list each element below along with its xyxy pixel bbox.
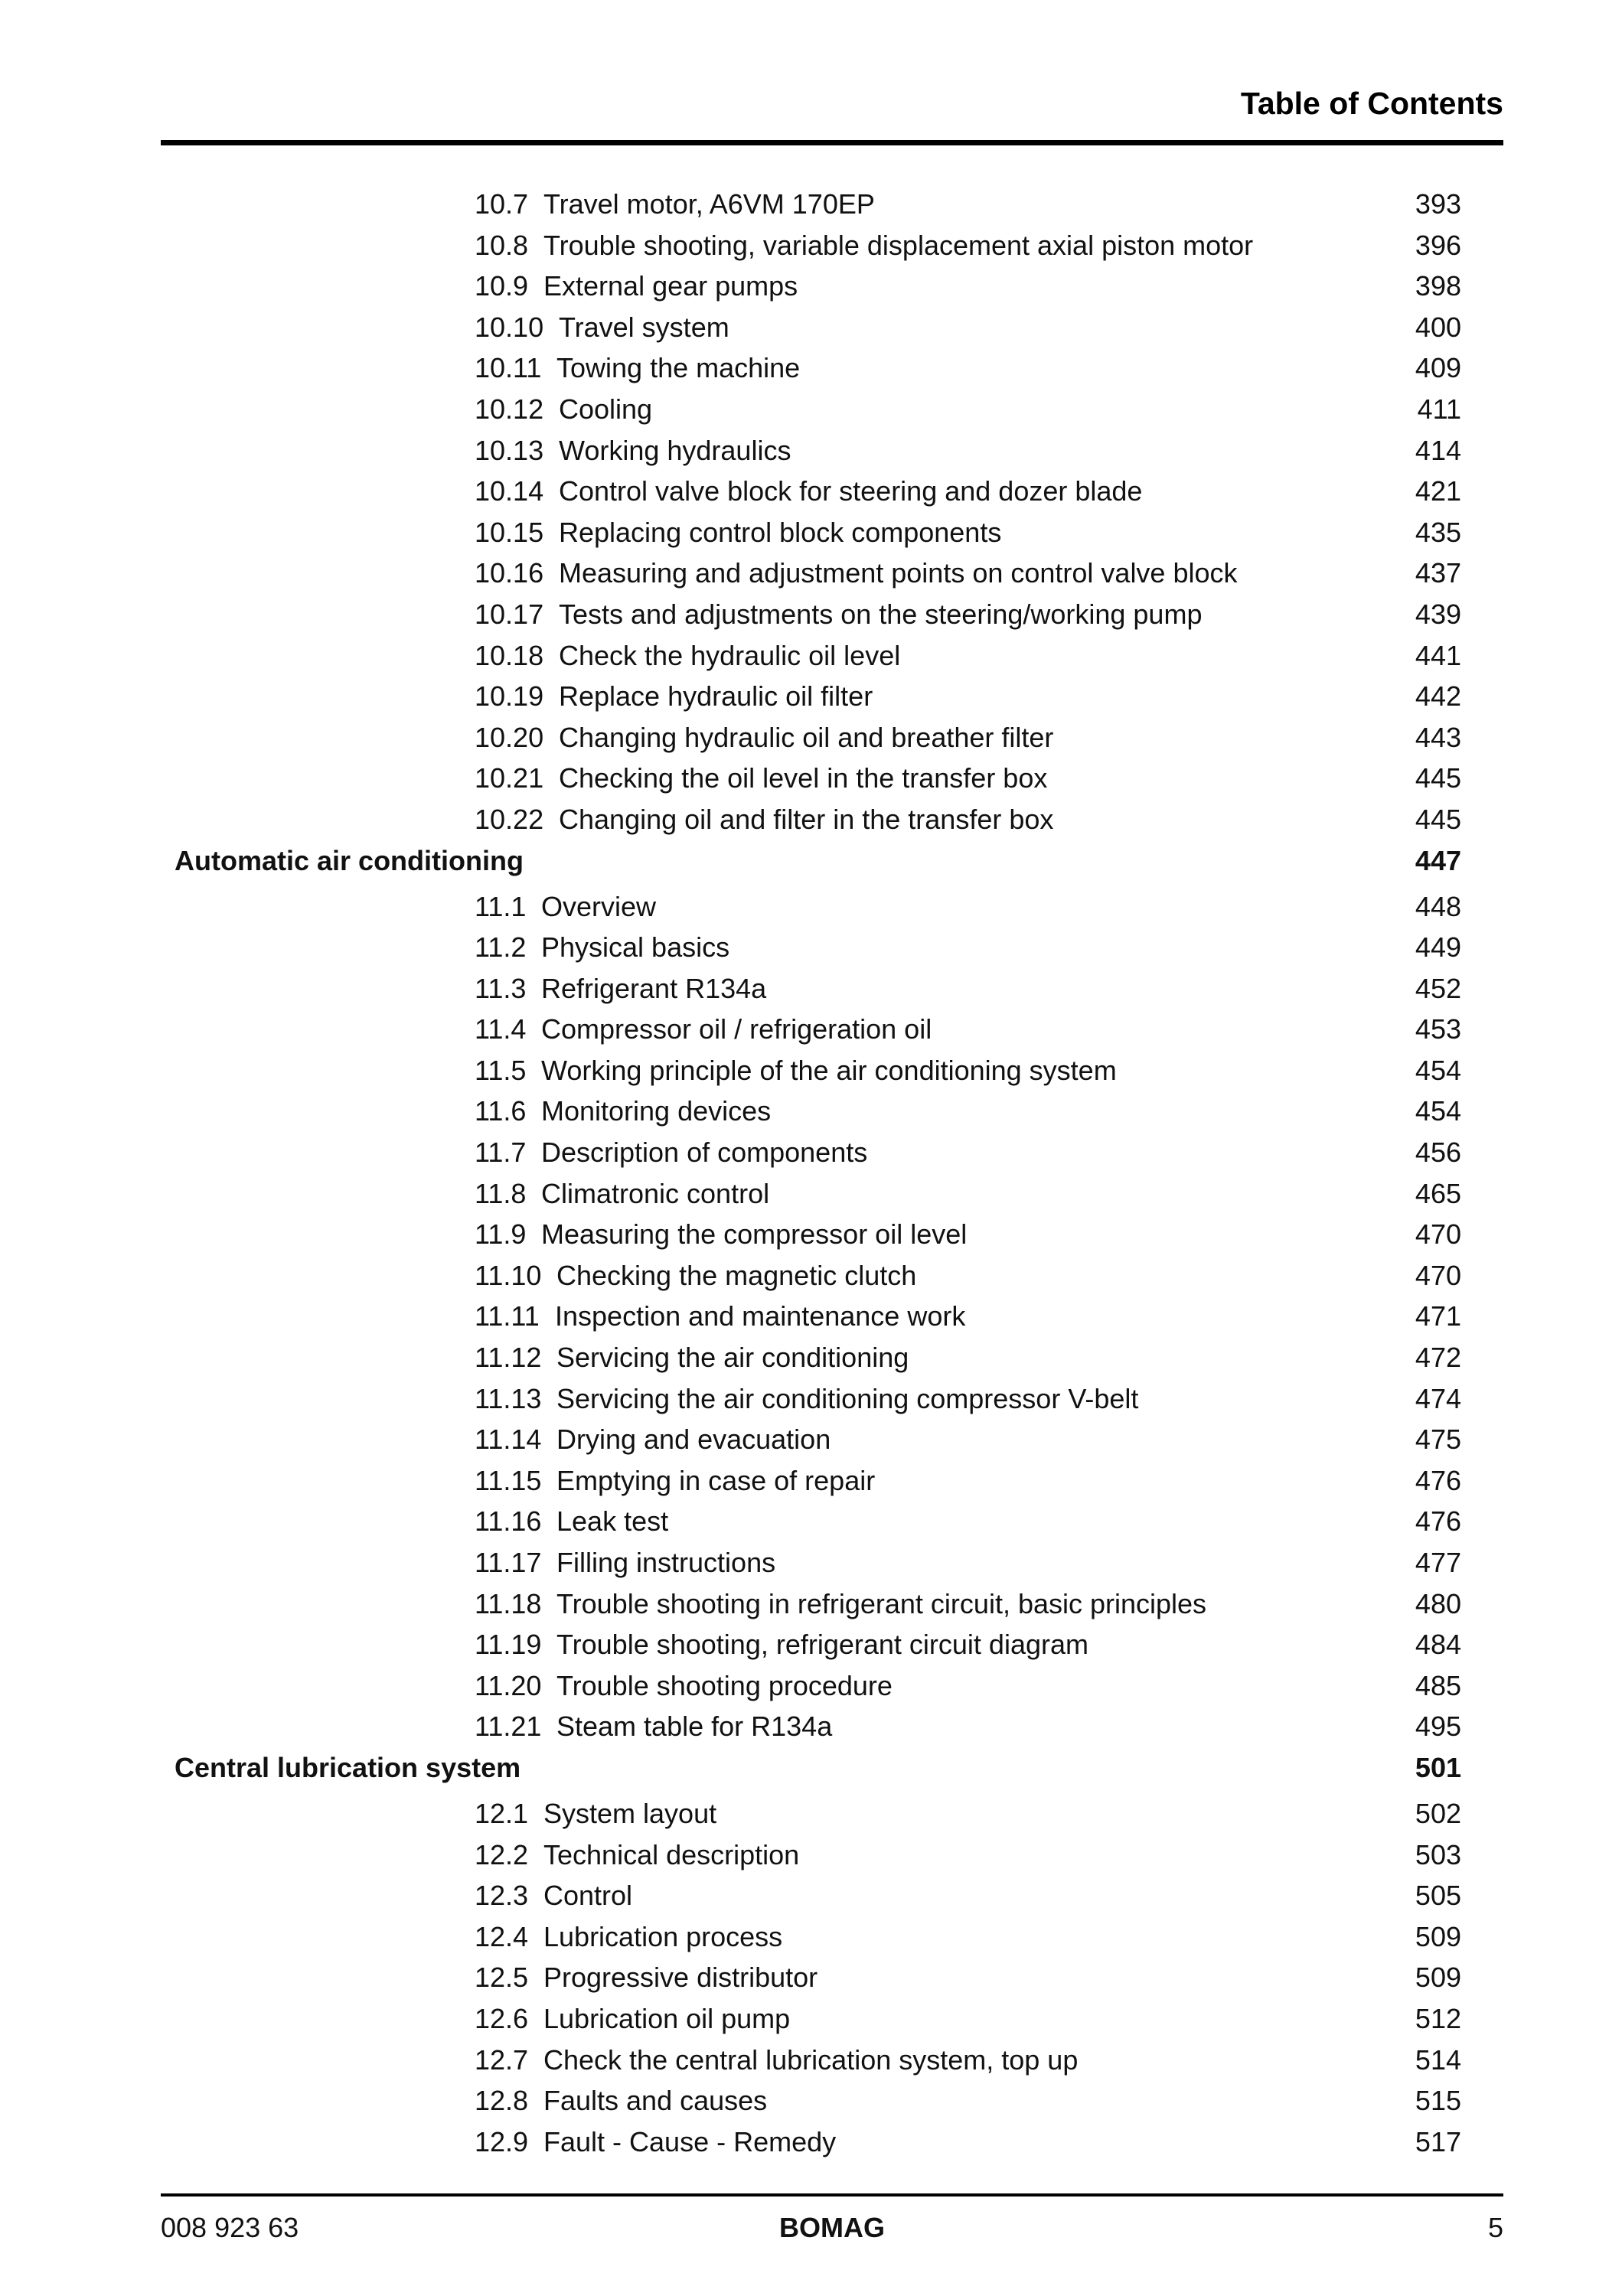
section-title: Cooling [559, 393, 653, 425]
section-page: 400 [1415, 311, 1461, 343]
section-title: Check the hydraulic oil level [559, 639, 901, 671]
section-page: 470 [1415, 1259, 1461, 1291]
section-number: 10.22 [475, 803, 544, 835]
toc-entry[interactable] [161, 1132, 1503, 1173]
section-page: 476 [1415, 1464, 1461, 1496]
section-page: 437 [1415, 557, 1461, 589]
section-number: 10.10 [475, 311, 544, 343]
section-number: 12.6 [475, 2002, 529, 2034]
toc-entry[interactable] [161, 266, 1503, 307]
section-title: Travel system [559, 311, 729, 343]
section-title: Measuring the compressor oil level [541, 1218, 968, 1251]
section-number: 12.7 [475, 2043, 529, 2076]
section-page: 445 [1415, 803, 1461, 835]
section-title: Leak test [556, 1505, 669, 1538]
brand-name: BOMAG [779, 2212, 885, 2243]
section-title: Trouble shooting, variable displacement axial piston motor [543, 229, 1254, 261]
toc-entry[interactable] [161, 1706, 1503, 1747]
section-title: Trouble shooting procedure [556, 1669, 893, 1701]
section-number: 10.20 [475, 721, 544, 753]
toc-entry[interactable] [161, 676, 1503, 717]
toc-entry[interactable] [161, 512, 1503, 553]
toc-chapter-heading[interactable] [161, 1747, 1503, 1793]
toc-entry[interactable] [161, 886, 1503, 928]
section-title: External gear pumps [543, 270, 798, 302]
section-title: Control [543, 1880, 633, 1912]
toc-entry[interactable] [161, 717, 1503, 758]
section-number: 12.1 [475, 1797, 529, 1829]
toc-entry[interactable] [161, 1337, 1503, 1378]
toc-entry[interactable] [161, 968, 1503, 1009]
section-title: Description of components [541, 1137, 868, 1169]
section-number: 11.14 [475, 1424, 542, 1456]
page-title: Table of Contents [1240, 86, 1503, 121]
section-number: 11.15 [475, 1464, 542, 1496]
section-title: Towing the machine [556, 352, 801, 384]
section-page: 409 [1415, 352, 1461, 384]
toc-entry[interactable] [161, 1875, 1503, 1916]
section-page: 396 [1415, 229, 1461, 261]
section-page: 509 [1415, 1962, 1461, 1994]
section-title: Servicing the air conditioning [556, 1342, 909, 1374]
section-title: Trouble shooting in refrigerant circuit, basic principles [556, 1587, 1207, 1619]
section-page: 474 [1415, 1382, 1461, 1414]
section-title: Progressive distributor [543, 1962, 818, 1994]
section-page: 477 [1415, 1547, 1461, 1578]
section-page: 445 [1415, 762, 1461, 794]
toc-entry[interactable] [161, 2122, 1503, 2163]
section-page: 471 [1415, 1300, 1461, 1332]
section-page: 465 [1415, 1177, 1461, 1209]
section-number: 11.8 [475, 1177, 527, 1209]
section-page: 509 [1415, 1920, 1461, 1952]
section-page: 485 [1415, 1669, 1461, 1701]
section-page: 398 [1415, 270, 1461, 302]
toc-chapter-heading[interactable] [161, 840, 1503, 886]
toc-entry[interactable] [161, 225, 1503, 266]
toc-entry[interactable] [161, 347, 1503, 389]
toc-entry[interactable] [161, 1214, 1503, 1255]
section-page: 448 [1415, 890, 1461, 922]
section-page: 449 [1415, 931, 1461, 964]
section-number: 11.21 [475, 1711, 542, 1743]
page-footer [161, 2193, 1503, 2258]
section-page: 442 [1415, 680, 1461, 713]
toc-entry[interactable] [161, 1378, 1503, 1420]
section-number: 10.12 [475, 393, 544, 425]
section-number: 11.20 [475, 1669, 542, 1701]
table-of-contents [161, 184, 1503, 2162]
section-title: Changing oil and filter in the transfer box [559, 803, 1054, 835]
section-title: Replace hydraulic oil filter [559, 680, 873, 713]
section-number: 11.16 [475, 1505, 542, 1538]
toc-entry[interactable] [161, 1460, 1503, 1502]
section-page: 393 [1415, 188, 1461, 220]
section-page: 443 [1415, 721, 1461, 753]
section-number: 12.8 [475, 2085, 529, 2117]
section-number: 12.4 [475, 1920, 529, 1952]
section-title: Measuring and adjustment points on control valve block [559, 557, 1238, 589]
section-number: 12.2 [475, 1838, 529, 1870]
section-title: Overview [541, 890, 657, 922]
section-page: 502 [1415, 1797, 1461, 1829]
section-number: 12.9 [475, 2125, 529, 2157]
toc-entry[interactable] [161, 307, 1503, 348]
toc-entry[interactable] [161, 1916, 1503, 1958]
toc-entry[interactable] [161, 1665, 1503, 1707]
section-title: Compressor oil / refrigeration oil [541, 1013, 932, 1045]
section-title: Working principle of the air conditioning system [541, 1054, 1117, 1086]
section-title: Changing hydraulic oil and breather filter [559, 721, 1054, 753]
section-page: 514 [1415, 2043, 1461, 2076]
section-page: 411 [1417, 393, 1461, 425]
toc-entry[interactable] [161, 553, 1503, 594]
section-number: 11.7 [475, 1137, 527, 1169]
toc-entry[interactable] [161, 471, 1503, 512]
section-number: 11.19 [475, 1629, 542, 1661]
section-number: 11.5 [475, 1054, 527, 1086]
section-title: Physical basics [541, 931, 730, 964]
section-number: 10.7 [475, 188, 529, 220]
chapter-page: 447 [1415, 844, 1461, 876]
section-number: 10.18 [475, 639, 544, 671]
section-page: 512 [1415, 2002, 1461, 2034]
section-title: Lubrication process [543, 1920, 783, 1952]
chapter-title: Central lubrication system [175, 1751, 521, 1783]
section-number: 10.21 [475, 762, 544, 794]
page-header [161, 0, 1503, 145]
section-title: Trouble shooting, refrigerant circuit diagram [556, 1629, 1088, 1661]
section-number: 11.12 [475, 1342, 542, 1374]
toc-entry[interactable] [161, 430, 1503, 471]
section-title: Check the central lubrication system, top up [543, 2043, 1079, 2076]
section-title: Climatronic control [541, 1177, 770, 1209]
toc-entry[interactable] [161, 758, 1503, 799]
section-title: Drying and evacuation [556, 1424, 831, 1456]
section-number: 10.13 [475, 434, 544, 466]
section-title: Working hydraulics [559, 434, 791, 466]
page-number: 5 [1487, 2212, 1503, 2243]
section-title: Filling instructions [556, 1547, 776, 1578]
toc-entry[interactable] [161, 184, 1503, 225]
document-number: 008 923 63 [161, 2212, 299, 2243]
toc-entry[interactable] [161, 1542, 1503, 1583]
section-title: System layout [543, 1797, 717, 1829]
section-number: 12.5 [475, 1962, 529, 1994]
section-page: 476 [1415, 1505, 1461, 1538]
toc-entry[interactable] [161, 1009, 1503, 1050]
section-number: 11.1 [475, 890, 527, 922]
section-title: Travel motor, A6VM 170EP [543, 188, 875, 220]
chapter-page: 501 [1415, 1751, 1461, 1783]
toc-entry[interactable] [161, 1583, 1503, 1625]
section-number: 11.3 [475, 972, 527, 1004]
section-number: 11.17 [475, 1547, 542, 1578]
chapter-title: Automatic air conditioning [175, 844, 524, 876]
section-number: 11.6 [475, 1095, 527, 1127]
section-number: 11.11 [475, 1300, 540, 1332]
toc-entry[interactable] [161, 1050, 1503, 1091]
section-title: Refrigerant R134a [541, 972, 767, 1004]
section-number: 11.4 [475, 1013, 527, 1045]
section-number: 10.11 [475, 352, 542, 384]
section-title: Checking the magnetic clutch [556, 1259, 917, 1291]
toc-entry[interactable] [161, 2080, 1503, 2122]
section-number: 10.15 [475, 516, 544, 548]
toc-entry[interactable] [161, 389, 1503, 430]
toc-entry[interactable] [161, 1419, 1503, 1460]
section-page: 454 [1415, 1095, 1461, 1127]
section-page: 435 [1415, 516, 1461, 548]
section-title: Tests and adjustments on the steering/working pump [559, 598, 1203, 630]
section-number: 11.10 [475, 1259, 542, 1291]
section-page: 503 [1415, 1838, 1461, 1870]
toc-entry[interactable] [161, 1255, 1503, 1296]
section-page: 453 [1415, 1013, 1461, 1045]
section-title: Fault - Cause - Remedy [543, 2125, 837, 2157]
section-page: 456 [1415, 1137, 1461, 1169]
section-title: Inspection and maintenance work [555, 1300, 966, 1332]
section-page: 470 [1415, 1218, 1461, 1251]
section-page: 480 [1415, 1587, 1461, 1619]
section-page: 517 [1415, 2125, 1461, 2157]
section-page: 439 [1415, 598, 1461, 630]
toc-entry[interactable] [161, 799, 1503, 840]
section-page: 475 [1415, 1424, 1461, 1456]
section-page: 515 [1415, 2085, 1461, 2117]
section-title: Replacing control block components [559, 516, 1002, 548]
section-title: Checking the oil level in the transfer box [559, 762, 1048, 794]
section-title: Monitoring devices [541, 1095, 772, 1127]
section-page: 505 [1415, 1880, 1461, 1912]
section-page: 495 [1415, 1711, 1461, 1743]
section-title: Faults and causes [543, 2085, 768, 2117]
toc-entry[interactable] [161, 1793, 1503, 1835]
section-page: 454 [1415, 1054, 1461, 1086]
section-title: Lubrication oil pump [543, 2002, 791, 2034]
section-number: 11.13 [475, 1382, 542, 1414]
toc-entry[interactable] [161, 635, 1503, 677]
toc-entry[interactable] [161, 1835, 1503, 1876]
section-page: 421 [1415, 475, 1461, 507]
section-page: 484 [1415, 1629, 1461, 1661]
section-number: 10.16 [475, 557, 544, 589]
section-page: 441 [1415, 639, 1461, 671]
section-title: Technical description [543, 1838, 800, 1870]
toc-entry[interactable] [161, 1091, 1503, 1132]
toc-entry[interactable] [161, 594, 1503, 635]
toc-entry[interactable] [161, 1624, 1503, 1665]
toc-entry[interactable] [161, 1998, 1503, 2040]
section-number: 10.19 [475, 680, 544, 713]
section-page: 414 [1415, 434, 1461, 466]
section-number: 11.2 [475, 931, 527, 964]
section-title: Servicing the air conditioning compressor V-belt [556, 1382, 1139, 1414]
section-title: Emptying in case of repair [556, 1464, 876, 1496]
section-title: Steam table for R134a [556, 1711, 833, 1743]
toc-entry[interactable] [161, 2040, 1503, 2081]
section-number: 11.18 [475, 1587, 542, 1619]
toc-entry[interactable] [161, 1173, 1503, 1215]
section-number: 10.9 [475, 270, 529, 302]
section-number: 10.17 [475, 598, 544, 630]
section-number: 10.8 [475, 229, 529, 261]
toc-entry[interactable] [161, 1296, 1503, 1337]
section-title: Control valve block for steering and dozer blade [559, 475, 1143, 507]
section-page: 472 [1415, 1342, 1461, 1374]
section-page: 452 [1415, 972, 1461, 1004]
section-number: 10.14 [475, 475, 544, 507]
toc-entry[interactable] [161, 927, 1503, 968]
section-number: 11.9 [475, 1218, 527, 1251]
section-number: 12.3 [475, 1880, 529, 1912]
toc-entry[interactable] [161, 1957, 1503, 1998]
toc-entry[interactable] [161, 1501, 1503, 1542]
